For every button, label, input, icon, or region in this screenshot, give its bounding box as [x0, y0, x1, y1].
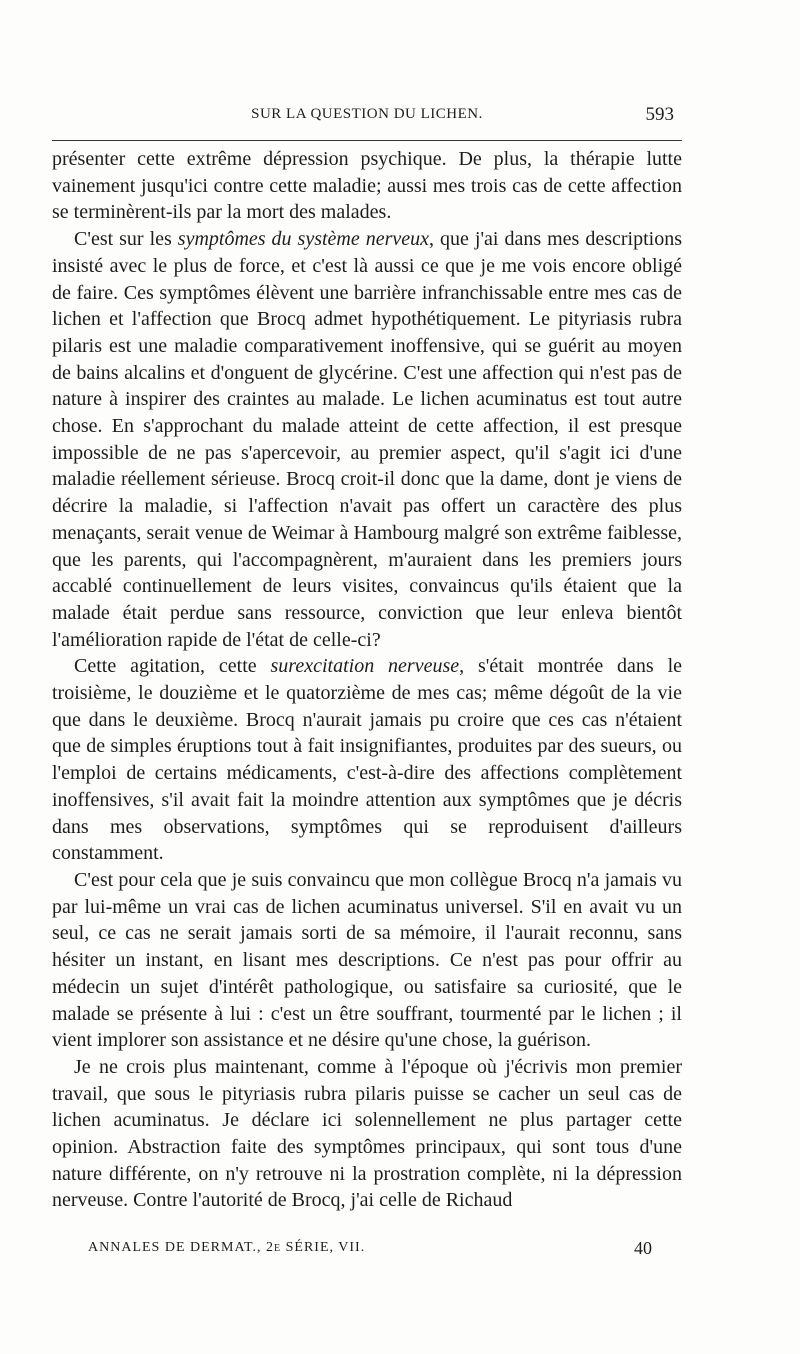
paragraph-1: présenter cette extrême dépression psychique. De plus, la thérapie lutte vainement jusqu'ici contre cette maladie; aussi mes trois cas de cette affection se terminèrent-ils par la mort des malades.	[52, 148, 682, 224]
header-rule	[52, 140, 682, 141]
page-footer	[52, 1238, 682, 1262]
paragraph-3-start: Cette agitation, cette	[74, 655, 271, 678]
sheet-signature: 40	[634, 1238, 652, 1258]
paragraph-2-emphasis: symptômes du système nerveux	[177, 228, 430, 251]
paragraph-2-start: C'est sur les	[74, 228, 178, 251]
paragraph-2	[52, 226, 682, 653]
body-text	[52, 146, 682, 1214]
paragraph-3-rest: , s'était montrée dans le troisième, le douzième et le quatorzième de mes cas; même dégoût de la vie que dans le deuxième. Brocq n'aurait jamais pu croire que ces cas n'étaient que de simples éruptions tout à fait insignifiantes, produites par des sueurs, ou l'emploi de certains médicaments, c'est-à-dire des affections complètement inoffensives, s'il avait fait la moindre attention aux symptômes que je décris dans mes observations, symptômes qui se reproduisent d'ailleurs constamment.	[52, 655, 683, 865]
journal-signature: ANNALES DE DERMAT., 2e SÉRIE, VII.	[88, 1240, 366, 1255]
paragraph-3	[52, 653, 682, 867]
paragraph-5: Je ne crois plus maintenant, comme à l'époque où j'écrivis mon premier travail, que sous le pityriasis rubra pilaris puisse se cacher un seul cas de lichen acuminatus. Je déclare ici solennellement ne plus partager cette opinion. Abstraction faite des symptômes principaux, qui sont tous d'une nature différente, on n'y retrouve ni la prostration complète, ni la dépression nerveuse. Contre l'autorité de Brocq, j'ai celle de Richaud	[52, 1055, 682, 1212]
page-number: 593	[645, 104, 674, 125]
paragraph-4: C'est pour cela que je suis convaincu que mon collègue Brocq n'a jamais vu par lui-même un vrai cas de lichen acuminatus universel. S'il en avait vu un seul, ce cas ne serait jamais sorti de sa mémoire, il l'aurait reconnu, sans hésiter un instant, en lisant mes descriptions. Ce n'est pas pour offrir au médecin un sujet d'intérêt pathologique, ou satisfaire sa curiosité, que le malade se présente à lui : c'est un être souffrant, tourmenté par le lichen ; il vient implorer son assistance et ne désire qu'une chose, la guérison.	[52, 868, 682, 1052]
paragraph-2-rest: , que j'ai dans mes descriptions insisté avec le plus de force, et c'est là aussi ce que je me vois encore obligé de faire. Ces symptômes élèvent une barrière infranchissable entre mes cas de lichen et l'affection que Brocq admet hypothétiquement. Le pityriasis rubra pilaris est une maladie comparativement inoffensive, qui se guérit au moyen de bains alcalins et d'onguent de glycérine. C'est une affection qui n'est pas de nature à inspirer des craintes au malade. Le lichen acuminatus est tout autre chose. En s'approchant du malade atteint de cette affection, il est presque impossible de ne pas s'apercevoir, au premier aspect, qu'il s'agit ici d'une maladie réellement sérieuse. Brocq croit-il donc que la dame, dont je viens de décrire la maladie, si l'affection n'avait pas offert un caractère des plus menaçants, serait venue de Weimar à Hambourg malgré son extrême faiblesse, que les parents, qui l'accompagnèrent, m'auraient dans les premiers jours accablé continuellement de leurs visites, convaincus qu'ils étaient que la malade était perdue sans ressource, conviction que leur enleva bientôt l'amélioration rapide de l'état de celle-ci?	[52, 228, 682, 651]
running-header	[52, 104, 682, 130]
running-title: SUR LA QUESTION DU LICHEN.	[251, 106, 483, 122]
paragraph-3-emphasis: surexcitation nerveuse	[270, 655, 460, 678]
